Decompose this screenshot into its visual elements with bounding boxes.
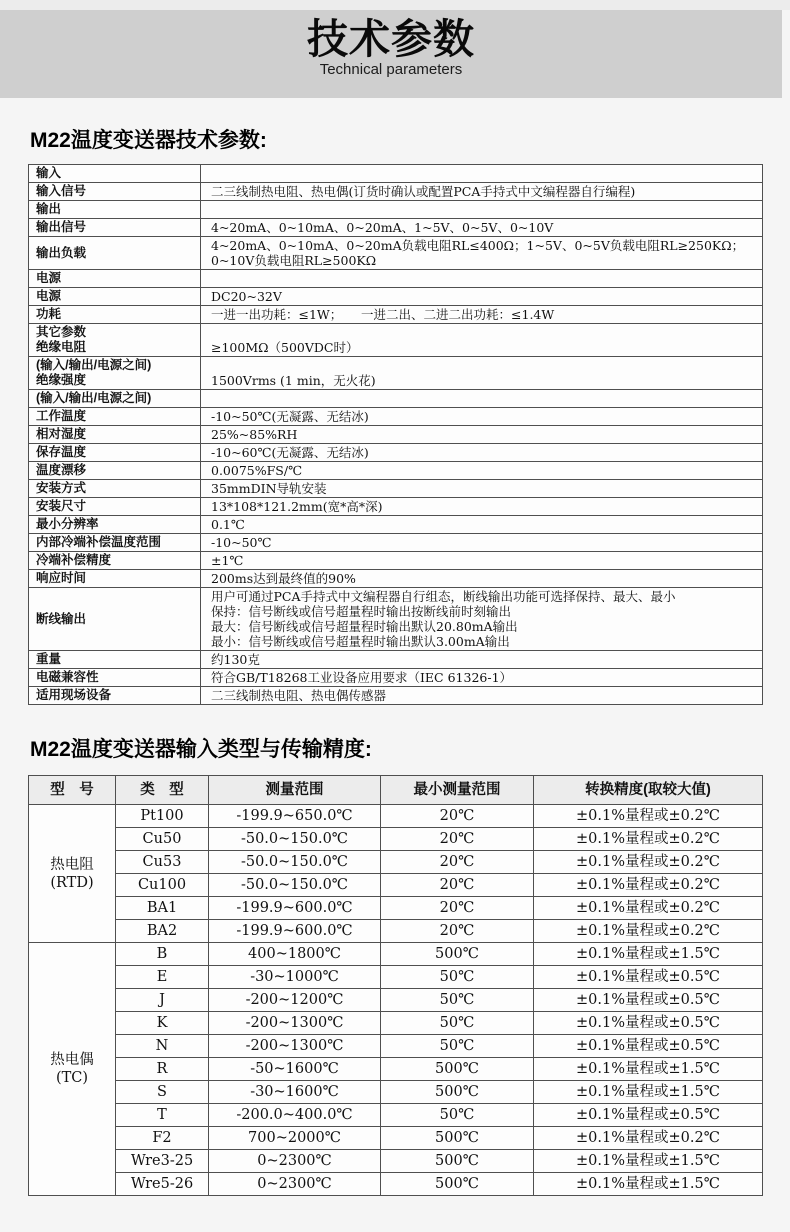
measure-range-cell: -199.9~600.0℃ xyxy=(209,920,381,943)
model-group-line: (RTD) xyxy=(50,874,94,891)
table-row xyxy=(29,1035,763,1058)
header-banner xyxy=(0,10,782,98)
model-group-line: 热电阻 xyxy=(50,856,94,873)
param-label-line: 功耗 xyxy=(36,307,62,321)
table-row xyxy=(29,989,763,1012)
measure-range-cell: -200.0~400.0℃ xyxy=(209,1104,381,1127)
table-row xyxy=(29,165,763,183)
accuracy-cell: ±0.1%量程或±0.2℃ xyxy=(534,897,763,920)
section2-title: M22温度变送器输入类型与传输精度: xyxy=(30,738,372,761)
table-row xyxy=(29,920,763,943)
param-label-line: 保存温度 xyxy=(36,445,87,459)
param-value-cell xyxy=(201,219,763,237)
param-label-line: 断线输出 xyxy=(36,611,87,626)
table-row xyxy=(29,390,763,408)
param-value-cell xyxy=(201,552,763,570)
param-value-cell xyxy=(201,390,763,408)
model-group-line: (TC) xyxy=(55,1070,89,1086)
param-label-cell xyxy=(29,687,201,705)
column-header: 类 型 xyxy=(116,776,209,805)
measure-range-cell: -50.0~150.0℃ xyxy=(209,851,381,874)
type-cell: Wre3-25 xyxy=(116,1150,209,1173)
param-value-line: -10~50℃(无凝露、无结冰) xyxy=(211,409,369,424)
accuracy-cell: ±0.1%量程或±1.5℃ xyxy=(534,1081,763,1104)
param-label-line: 最小分辨率 xyxy=(36,517,99,531)
accuracy-cell: ±0.1%量程或±0.5℃ xyxy=(534,966,763,989)
accuracy-cell: ±0.1%量程或±0.2℃ xyxy=(534,920,763,943)
min-range-cell: 500℃ xyxy=(381,1127,534,1150)
param-label-cell xyxy=(29,669,201,687)
param-label-cell xyxy=(29,288,201,306)
param-value-line: 0.1℃ xyxy=(211,517,245,532)
top-strip xyxy=(0,0,790,10)
param-value-line: 一进一出功耗：≤1W； 一进二出、二进二出功耗：≤1.4W xyxy=(211,307,555,322)
param-value-cell xyxy=(201,165,763,183)
param-label-line: 冷端补偿精度 xyxy=(36,553,112,567)
table-row xyxy=(29,444,763,462)
min-range-cell: 20℃ xyxy=(381,828,534,851)
tech-params-table xyxy=(28,164,763,705)
param-label-cell xyxy=(29,570,201,588)
measure-range-cell: -50.0~150.0℃ xyxy=(209,828,381,851)
type-cell: Cu50 xyxy=(116,828,209,851)
min-range-cell: 500℃ xyxy=(381,1150,534,1173)
type-cell: B xyxy=(116,943,209,966)
accuracy-cell: ±0.1%量程或±0.5℃ xyxy=(534,1104,763,1127)
type-cell: BA1 xyxy=(116,897,209,920)
param-value-line: 13*108*121.2mm(宽*高*深) xyxy=(211,499,383,514)
min-range-cell: 20℃ xyxy=(381,874,534,897)
param-value-cell xyxy=(201,426,763,444)
param-label-line: 工作温度 xyxy=(36,409,87,423)
accuracy-cell: ±0.1%量程或±0.2℃ xyxy=(534,828,763,851)
param-value-line: 4~20mA、0~10mA、0~20mA负载电阻RL≤400Ω；1~5V、0~5V负载电阻RL≥250KΩ； xyxy=(211,238,745,253)
param-value-line: ±1℃ xyxy=(211,553,244,568)
table-row xyxy=(29,408,763,426)
table-row xyxy=(29,687,763,705)
accuracy-cell: ±0.1%量程或±0.2℃ xyxy=(534,851,763,874)
param-label-line: 重量 xyxy=(36,652,62,666)
measure-range-cell: -199.9~600.0℃ xyxy=(209,897,381,920)
param-label-cell xyxy=(29,426,201,444)
table-row xyxy=(29,534,763,552)
param-label-cell xyxy=(29,534,201,552)
measure-range-cell: 700~2000℃ xyxy=(209,1127,381,1150)
param-label-cell xyxy=(29,357,201,390)
min-range-cell: 500℃ xyxy=(381,1058,534,1081)
param-label-cell xyxy=(29,588,201,651)
accuracy-cell: ±0.1%量程或±0.5℃ xyxy=(534,1012,763,1035)
param-value-line: 1500Vrms (1 min，无火花) xyxy=(211,373,376,388)
min-range-cell: 50℃ xyxy=(381,989,534,1012)
param-label-line: 相对湿度 xyxy=(36,427,87,441)
table-row xyxy=(29,480,763,498)
param-label-line: 输出 xyxy=(36,202,62,216)
section1-title: M22温度变送器技术参数: xyxy=(30,129,267,152)
param-value-line: 约130克 xyxy=(211,652,260,667)
type-cell: N xyxy=(116,1035,209,1058)
table-row xyxy=(29,462,763,480)
param-label-cell xyxy=(29,390,201,408)
page-title: 技术参数 xyxy=(307,16,475,62)
param-value-line: 最大：信号断线或信号超量程时输出默认20.80mA输出 xyxy=(211,619,518,634)
param-value-cell xyxy=(201,408,763,426)
table-row xyxy=(29,498,763,516)
param-label-cell xyxy=(29,219,201,237)
table-row xyxy=(29,805,763,828)
param-value-cell xyxy=(201,462,763,480)
param-value-line: 二三线制热电阻、热电偶(订货时确认或配置PCA手持式中文编程器自行编程) xyxy=(211,184,636,199)
table-row xyxy=(29,874,763,897)
accuracy-cell: ±0.1%量程或±0.5℃ xyxy=(534,989,763,1012)
param-label-cell xyxy=(29,552,201,570)
type-cell: Cu100 xyxy=(116,874,209,897)
table-header-row xyxy=(29,776,763,805)
accuracy-cell: ±0.1%量程或±1.5℃ xyxy=(534,1150,763,1173)
type-cell: BA2 xyxy=(116,920,209,943)
param-label-line: 内部冷端补偿温度范围 xyxy=(36,535,162,549)
table-row xyxy=(29,183,763,201)
min-range-cell: 500℃ xyxy=(381,943,534,966)
min-range-cell: 20℃ xyxy=(381,805,534,828)
param-value-line: 25%~85%RH xyxy=(211,427,298,442)
table-row xyxy=(29,1127,763,1150)
param-value-line: 保持：信号断线或信号超量程时输出按断线前时刻输出 xyxy=(211,604,512,619)
type-cell: K xyxy=(116,1012,209,1035)
param-value-cell xyxy=(201,516,763,534)
param-label-cell xyxy=(29,651,201,669)
min-range-cell: 50℃ xyxy=(381,1104,534,1127)
accuracy-cell: ±0.1%量程或±0.2℃ xyxy=(534,874,763,897)
table-row xyxy=(29,1058,763,1081)
measure-range-cell: -200~1300℃ xyxy=(209,1035,381,1058)
param-value-cell xyxy=(201,588,763,651)
table-row xyxy=(29,306,763,324)
min-range-cell: 500℃ xyxy=(381,1173,534,1196)
param-value-cell xyxy=(201,288,763,306)
min-range-cell: 20℃ xyxy=(381,920,534,943)
param-label-cell xyxy=(29,201,201,219)
type-cell: J xyxy=(116,989,209,1012)
model-group-cell xyxy=(29,805,116,943)
min-range-cell: 50℃ xyxy=(381,966,534,989)
param-label-line: 温度漂移 xyxy=(36,463,87,477)
param-label-cell xyxy=(29,480,201,498)
model-group-line: 热电偶 xyxy=(50,1052,94,1068)
accuracy-cell: ±0.1%量程或±1.5℃ xyxy=(534,1173,763,1196)
param-label-line: 输出负载 xyxy=(36,245,87,260)
table-row xyxy=(29,1081,763,1104)
measure-range-cell: -50.0~150.0℃ xyxy=(209,874,381,897)
table-row xyxy=(29,851,763,874)
param-label-line: 绝缘电阻 xyxy=(36,340,87,354)
param-label-line: 响应时间 xyxy=(36,571,87,585)
type-cell: Cu53 xyxy=(116,851,209,874)
table-row xyxy=(29,669,763,687)
param-value-cell xyxy=(201,651,763,669)
param-label-cell xyxy=(29,498,201,516)
accuracy-cell: ±0.1%量程或±1.5℃ xyxy=(534,1058,763,1081)
type-cell: Wre5-26 xyxy=(116,1173,209,1196)
param-value-cell xyxy=(201,357,763,390)
param-value-cell xyxy=(201,570,763,588)
param-value-cell xyxy=(201,237,763,270)
param-value-cell xyxy=(201,324,763,357)
param-value-cell xyxy=(201,201,763,219)
param-value-cell xyxy=(201,498,763,516)
page-content xyxy=(0,128,790,1196)
min-range-cell: 20℃ xyxy=(381,851,534,874)
param-label-cell xyxy=(29,444,201,462)
param-label-cell xyxy=(29,270,201,288)
param-value-line: -10~50℃ xyxy=(211,535,272,550)
type-cell: E xyxy=(116,966,209,989)
type-cell: T xyxy=(116,1104,209,1127)
param-label-line: 其它参数 xyxy=(36,325,87,339)
param-value-cell xyxy=(201,306,763,324)
table-row xyxy=(29,828,763,851)
param-label-line: 绝缘强度 xyxy=(36,373,87,387)
param-value-line: 35mmDIN导轨安装 xyxy=(211,481,327,496)
measure-range-cell: -30~1000℃ xyxy=(209,966,381,989)
min-range-cell: 500℃ xyxy=(381,1081,534,1104)
column-header: 测量范围 xyxy=(209,776,381,805)
type-cell: R xyxy=(116,1058,209,1081)
table-row xyxy=(29,288,763,306)
param-label-line: 输入信号 xyxy=(36,184,87,198)
param-label-cell xyxy=(29,237,201,270)
param-label-line: 输出信号 xyxy=(36,220,87,234)
param-label-line: (输入/输出/电源之间) xyxy=(36,358,152,372)
param-value-cell xyxy=(201,444,763,462)
param-label-line: 安装尺寸 xyxy=(36,499,87,513)
param-value-line: DC20~32V xyxy=(211,289,282,304)
param-value-line: 0.0075%FS/℃ xyxy=(211,463,303,478)
min-range-cell: 50℃ xyxy=(381,1012,534,1035)
param-label-line: 电源 xyxy=(36,271,62,285)
table-row xyxy=(29,943,763,966)
measure-range-cell: -50~1600℃ xyxy=(209,1058,381,1081)
table-row xyxy=(29,552,763,570)
type-cell: S xyxy=(116,1081,209,1104)
param-label-line: (输入/输出/电源之间) xyxy=(36,391,152,405)
param-label-line: 安装方式 xyxy=(36,481,87,495)
table-row xyxy=(29,1012,763,1035)
param-label-line: 输入 xyxy=(36,166,62,180)
param-label-cell xyxy=(29,183,201,201)
param-value-cell xyxy=(201,183,763,201)
table-row xyxy=(29,966,763,989)
column-header: 最小测量范围 xyxy=(381,776,534,805)
table-row xyxy=(29,270,763,288)
model-group-cell xyxy=(29,943,116,1196)
param-value-cell xyxy=(201,669,763,687)
param-label-line: 电源 xyxy=(36,289,62,303)
type-cell: Pt100 xyxy=(116,805,209,828)
page-subtitle: Technical parameters xyxy=(319,61,463,78)
table-row xyxy=(29,651,763,669)
table-row xyxy=(29,1150,763,1173)
table-row xyxy=(29,219,763,237)
param-value-line: 最小：信号断线或信号超量程时输出默认3.00mA输出 xyxy=(211,634,510,649)
param-value-line: -10~60℃(无凝露、无结冰) xyxy=(211,445,369,460)
accuracy-cell: ±0.1%量程或±0.2℃ xyxy=(534,1127,763,1150)
measure-range-cell: -199.9~650.0℃ xyxy=(209,805,381,828)
measure-range-cell: -30~1600℃ xyxy=(209,1081,381,1104)
measure-range-cell: 400~1800℃ xyxy=(209,943,381,966)
param-label-cell xyxy=(29,462,201,480)
measure-range-cell: -200~1200℃ xyxy=(209,989,381,1012)
type-cell: F2 xyxy=(116,1127,209,1150)
table-row xyxy=(29,570,763,588)
table-row xyxy=(29,588,763,651)
param-value-cell xyxy=(201,687,763,705)
accuracy-cell: ±0.1%量程或±1.5℃ xyxy=(534,943,763,966)
param-label-cell xyxy=(29,516,201,534)
param-label-line: 适用现场设备 xyxy=(36,688,112,702)
measure-range-cell: 0~2300℃ xyxy=(209,1173,381,1196)
min-range-cell: 20℃ xyxy=(381,897,534,920)
accuracy-cell: ±0.1%量程或±0.2℃ xyxy=(534,805,763,828)
table-row xyxy=(29,201,763,219)
column-header: 转换精度(取较大值) xyxy=(534,776,763,805)
table-row xyxy=(29,357,763,390)
param-label-cell xyxy=(29,306,201,324)
min-range-cell: 50℃ xyxy=(381,1035,534,1058)
param-value-line: 符合GB/T18268工业设备应用要求（IEC 61326-1） xyxy=(211,670,513,685)
param-value-cell xyxy=(201,534,763,552)
param-value-cell xyxy=(201,480,763,498)
param-label-cell xyxy=(29,165,201,183)
param-value-line: 0~10V负载电阻RL≥500KΩ xyxy=(211,253,377,268)
accuracy-cell: ±0.1%量程或±0.5℃ xyxy=(534,1035,763,1058)
measure-range-cell: 0~2300℃ xyxy=(209,1150,381,1173)
param-value-line: 二三线制热电阻、热电偶传感器 xyxy=(211,688,387,703)
param-value-line: 用户可通过PCA手持式中文编程器自行组态，断线输出功能可选择保持、最大、最小 xyxy=(211,589,676,604)
measure-range-cell: -200~1300℃ xyxy=(209,1012,381,1035)
input-types-accuracy-table xyxy=(28,775,763,1196)
table-row xyxy=(29,1173,763,1196)
table-row xyxy=(29,516,763,534)
table-row xyxy=(29,897,763,920)
table-row xyxy=(29,426,763,444)
param-value-line: 4~20mA、0~10mA、0~20mA、1~5V、0~5V、0~10V xyxy=(211,220,554,235)
table-row xyxy=(29,324,763,357)
param-value-line: ≥100MΩ（500VDC时） xyxy=(211,340,359,355)
param-value-cell xyxy=(201,270,763,288)
table-row xyxy=(29,1104,763,1127)
param-label-line: 电磁兼容性 xyxy=(36,670,99,684)
table-row xyxy=(29,237,763,270)
param-label-cell xyxy=(29,324,201,357)
column-header: 型 号 xyxy=(29,776,116,805)
param-value-line: 200ms达到最终值的90% xyxy=(211,571,356,586)
param-label-cell xyxy=(29,408,201,426)
